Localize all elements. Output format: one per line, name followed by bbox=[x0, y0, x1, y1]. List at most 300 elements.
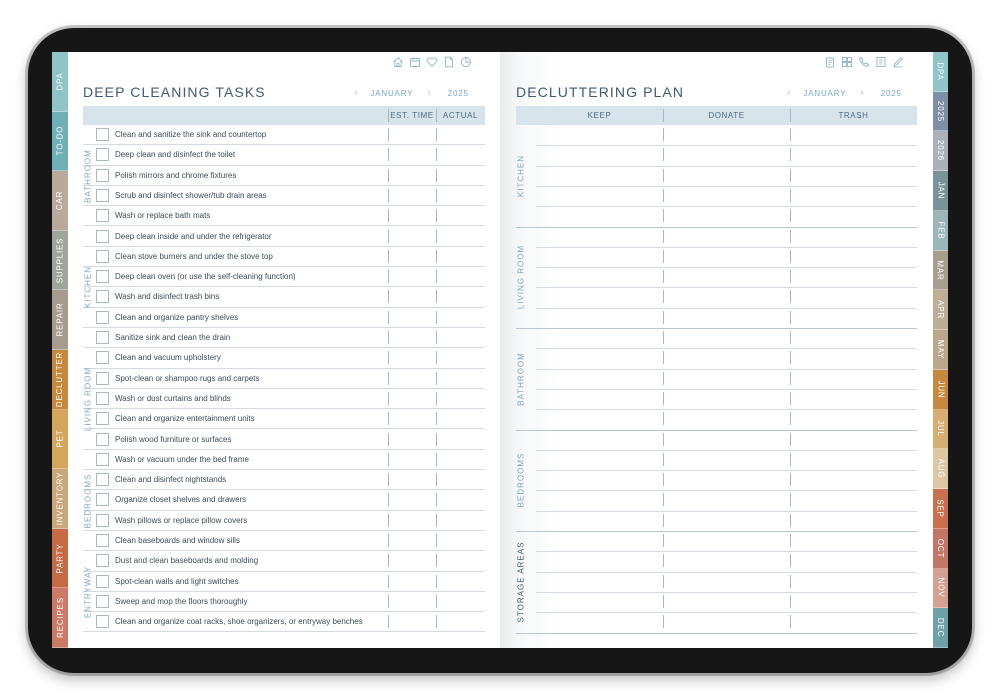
task-checkbox[interactable] bbox=[96, 169, 109, 182]
tab-apr[interactable] bbox=[933, 290, 948, 330]
column-divider bbox=[790, 615, 791, 628]
trash-cell[interactable] bbox=[790, 612, 917, 632]
trash-cell[interactable] bbox=[790, 389, 917, 409]
donate-cell[interactable] bbox=[663, 430, 790, 450]
keep-cell[interactable] bbox=[536, 348, 663, 368]
column-divider bbox=[388, 311, 389, 324]
trash-cell[interactable] bbox=[790, 247, 917, 267]
actual-cell[interactable] bbox=[437, 430, 485, 449]
column-divider bbox=[790, 189, 791, 202]
actual-cell[interactable] bbox=[437, 490, 485, 509]
header-divider bbox=[436, 109, 437, 122]
est-time-cell[interactable] bbox=[389, 531, 436, 550]
column-divider bbox=[388, 270, 389, 283]
column-divider bbox=[388, 534, 389, 547]
donate-cell[interactable] bbox=[663, 247, 790, 267]
est-time-cell[interactable] bbox=[389, 430, 436, 449]
tab-nov[interactable] bbox=[933, 569, 948, 609]
task-checkbox[interactable] bbox=[96, 433, 109, 446]
task-row bbox=[83, 247, 485, 267]
donate-cell[interactable] bbox=[663, 511, 790, 531]
actual-cell[interactable] bbox=[437, 328, 485, 347]
column-divider bbox=[663, 433, 664, 446]
column-divider bbox=[436, 534, 437, 547]
donate-cell[interactable] bbox=[663, 328, 790, 348]
task-row bbox=[83, 186, 485, 206]
est-time-cell[interactable] bbox=[389, 470, 436, 489]
section-label: ENTRYWAY bbox=[83, 565, 93, 619]
column-divider bbox=[790, 372, 791, 385]
year-label[interactable]: 2025 bbox=[447, 88, 469, 98]
column-divider bbox=[663, 575, 664, 588]
edit-icon[interactable] bbox=[892, 56, 904, 68]
donate-cell[interactable] bbox=[663, 592, 790, 612]
est-time-cell[interactable] bbox=[389, 348, 436, 367]
column-divider bbox=[436, 554, 437, 567]
actual-cell[interactable] bbox=[437, 531, 485, 550]
column-divider bbox=[436, 575, 437, 588]
donate-cell[interactable] bbox=[663, 206, 790, 226]
keep-cell[interactable] bbox=[536, 490, 663, 510]
tab-label: MAR bbox=[936, 259, 945, 281]
column-divider bbox=[790, 351, 791, 364]
est-time-cell[interactable] bbox=[389, 592, 436, 611]
actual-cell[interactable] bbox=[437, 389, 485, 408]
keep-cell[interactable] bbox=[536, 531, 663, 551]
column-divider bbox=[436, 473, 437, 486]
est-time-cell[interactable] bbox=[389, 389, 436, 408]
tab-label: 2026 bbox=[936, 140, 945, 162]
actual-cell[interactable] bbox=[437, 186, 485, 205]
column-divider bbox=[663, 230, 664, 243]
est-time-cell[interactable] bbox=[389, 145, 436, 164]
actual-cell[interactable] bbox=[437, 348, 485, 367]
tab-aug[interactable] bbox=[933, 449, 948, 489]
donate-cell[interactable] bbox=[663, 409, 790, 429]
est-time-cell[interactable] bbox=[389, 612, 436, 631]
tab-feb[interactable] bbox=[933, 211, 948, 251]
tab-pet[interactable] bbox=[52, 410, 68, 470]
task-row bbox=[83, 612, 485, 632]
donate-cell[interactable] bbox=[663, 186, 790, 206]
tab-party[interactable] bbox=[52, 529, 68, 589]
actual-cell[interactable] bbox=[437, 308, 485, 327]
year-label[interactable]: 2025 bbox=[880, 88, 902, 98]
actual-cell[interactable] bbox=[437, 409, 485, 428]
keep-cell[interactable] bbox=[536, 551, 663, 571]
est-time-cell[interactable] bbox=[389, 572, 436, 591]
donate-cell[interactable] bbox=[663, 369, 790, 389]
task-label: Dust and clean baseboards and molding bbox=[115, 556, 259, 566]
tab-to-do[interactable] bbox=[52, 112, 68, 172]
keep-cell[interactable] bbox=[536, 125, 663, 145]
next-month-button[interactable]: › bbox=[427, 87, 432, 99]
actual-cell[interactable] bbox=[437, 369, 485, 388]
tab-2026[interactable] bbox=[933, 131, 948, 171]
tab-label: PET bbox=[55, 429, 65, 448]
keep-cell[interactable] bbox=[536, 227, 663, 247]
trash-cell[interactable] bbox=[790, 227, 917, 247]
phone-icon[interactable] bbox=[858, 56, 870, 68]
task-checkbox[interactable] bbox=[96, 189, 109, 202]
column-divider bbox=[436, 270, 437, 283]
est-time-cell[interactable] bbox=[389, 125, 436, 144]
donate-cell[interactable] bbox=[663, 450, 790, 470]
column-divider bbox=[436, 433, 437, 446]
task-checkbox[interactable] bbox=[96, 250, 109, 263]
donate-cell[interactable] bbox=[663, 348, 790, 368]
tab-2025[interactable] bbox=[933, 92, 948, 132]
tab-dpa[interactable] bbox=[933, 52, 948, 92]
actual-cell[interactable] bbox=[437, 511, 485, 530]
tab-label: FEB bbox=[936, 221, 945, 240]
actual-cell[interactable] bbox=[437, 551, 485, 570]
est-time-cell[interactable] bbox=[389, 328, 436, 347]
task-label: Clean and organize pantry shelves bbox=[115, 312, 239, 322]
tab-recipes[interactable] bbox=[52, 588, 68, 648]
trash-header: TRASH bbox=[838, 111, 869, 120]
column-divider bbox=[436, 412, 437, 425]
task-row bbox=[83, 369, 485, 389]
task-row bbox=[83, 166, 485, 186]
actual-cell[interactable] bbox=[437, 125, 485, 144]
tab-dpa[interactable] bbox=[52, 52, 68, 112]
task-label: Spot-clean or shampoo rugs and carpets bbox=[115, 373, 260, 383]
donate-cell[interactable] bbox=[663, 551, 790, 571]
column-divider bbox=[388, 128, 389, 141]
trash-cell[interactable] bbox=[790, 470, 917, 490]
task-checkbox[interactable] bbox=[96, 148, 109, 161]
est-time-cell[interactable] bbox=[389, 511, 436, 530]
trash-cell[interactable] bbox=[790, 592, 917, 612]
column-divider bbox=[663, 128, 664, 141]
column-divider bbox=[388, 290, 389, 303]
actual-cell[interactable] bbox=[437, 145, 485, 164]
keep-cell[interactable] bbox=[536, 511, 663, 531]
trash-cell[interactable] bbox=[790, 531, 917, 551]
section-separator bbox=[516, 633, 917, 634]
tab-jan[interactable] bbox=[933, 171, 948, 211]
column-divider bbox=[388, 331, 389, 344]
column-divider bbox=[790, 290, 791, 303]
pie-chart-icon[interactable] bbox=[460, 56, 472, 68]
task-checkbox[interactable] bbox=[96, 311, 109, 324]
task-label: Wash or dust curtains and blinds bbox=[115, 393, 231, 403]
task-checkbox[interactable] bbox=[96, 372, 109, 385]
left-section-tabs bbox=[52, 52, 68, 648]
tab-supplies[interactable] bbox=[52, 231, 68, 291]
est-time-cell[interactable] bbox=[389, 308, 436, 327]
tab-may[interactable] bbox=[933, 330, 948, 370]
keep-cell[interactable] bbox=[536, 247, 663, 267]
keep-cell[interactable] bbox=[536, 166, 663, 186]
est-time-cell[interactable] bbox=[389, 287, 436, 306]
keep-cell[interactable] bbox=[536, 409, 663, 429]
task-row bbox=[83, 531, 485, 551]
keep-cell[interactable] bbox=[536, 389, 663, 409]
tab-repair[interactable] bbox=[52, 290, 68, 350]
task-checkbox[interactable] bbox=[96, 331, 109, 344]
keep-cell[interactable] bbox=[536, 612, 663, 632]
task-checkbox[interactable] bbox=[96, 514, 109, 527]
month-label[interactable]: JANUARY bbox=[370, 88, 414, 98]
column-divider bbox=[663, 493, 664, 506]
tab-oct[interactable] bbox=[933, 529, 948, 569]
keep-cell[interactable] bbox=[536, 287, 663, 307]
est-time-cell[interactable] bbox=[389, 369, 436, 388]
tab-declutter[interactable] bbox=[52, 350, 68, 410]
actual-header: ACTUAL bbox=[442, 111, 479, 120]
column-divider bbox=[790, 169, 791, 182]
task-row bbox=[83, 145, 485, 165]
actual-cell[interactable] bbox=[437, 247, 485, 266]
column-divider bbox=[388, 433, 389, 446]
column-divider bbox=[436, 209, 437, 222]
trash-cell[interactable] bbox=[790, 430, 917, 450]
est-time-cell[interactable] bbox=[389, 206, 436, 225]
header-divider bbox=[388, 109, 389, 122]
actual-cell[interactable] bbox=[437, 450, 485, 469]
est-time-cell[interactable] bbox=[389, 409, 436, 428]
task-row bbox=[83, 450, 485, 470]
task-row bbox=[83, 287, 485, 307]
trash-cell[interactable] bbox=[790, 409, 917, 429]
task-checkbox[interactable] bbox=[96, 534, 109, 547]
task-checkbox[interactable] bbox=[96, 595, 109, 608]
column-divider bbox=[790, 270, 791, 283]
column-divider bbox=[663, 250, 664, 263]
tab-dec[interactable] bbox=[933, 608, 948, 648]
document-icon[interactable] bbox=[443, 56, 455, 68]
heart-icon[interactable] bbox=[426, 56, 438, 68]
tab-label: OCT bbox=[936, 538, 946, 558]
donate-cell[interactable] bbox=[663, 227, 790, 247]
tab-label: DECLUTTER bbox=[55, 351, 65, 407]
tab-label: NOV bbox=[936, 578, 945, 598]
trash-cell[interactable] bbox=[790, 166, 917, 186]
task-row bbox=[83, 267, 485, 287]
est-time-cell[interactable] bbox=[389, 551, 436, 570]
donate-cell[interactable] bbox=[663, 389, 790, 409]
keep-cell[interactable] bbox=[536, 145, 663, 165]
task-checkbox[interactable] bbox=[96, 392, 109, 405]
declutter-table-header bbox=[516, 106, 917, 125]
keep-cell[interactable] bbox=[536, 450, 663, 470]
task-checkbox[interactable] bbox=[96, 615, 109, 628]
task-checkbox[interactable] bbox=[96, 575, 109, 588]
column-divider bbox=[436, 615, 437, 628]
prev-month-button[interactable]: ‹ bbox=[354, 87, 359, 99]
trash-cell[interactable] bbox=[790, 328, 917, 348]
donate-cell[interactable] bbox=[663, 531, 790, 551]
grid-icon[interactable] bbox=[841, 56, 853, 68]
donate-cell[interactable] bbox=[663, 612, 790, 632]
task-row bbox=[83, 348, 485, 368]
column-divider bbox=[663, 514, 664, 527]
tab-label: INVENTORY bbox=[55, 471, 65, 526]
tab-inventory[interactable] bbox=[52, 469, 68, 529]
task-label: Clean and organize coat racks, shoe organizers, or entryway benches bbox=[115, 617, 363, 627]
tab-label: SEP bbox=[936, 499, 946, 518]
task-checkbox[interactable] bbox=[96, 351, 109, 364]
trash-cell[interactable] bbox=[790, 572, 917, 592]
column-divider bbox=[663, 372, 664, 385]
donate-cell[interactable] bbox=[663, 572, 790, 592]
task-label: Wash or vacuum under the bed frame bbox=[115, 454, 249, 464]
est-time-cell[interactable] bbox=[389, 490, 436, 509]
trash-cell[interactable] bbox=[790, 348, 917, 368]
column-divider bbox=[790, 575, 791, 588]
trash-cell[interactable] bbox=[790, 450, 917, 470]
donate-cell[interactable] bbox=[663, 267, 790, 287]
column-divider bbox=[663, 453, 664, 466]
keep-cell[interactable] bbox=[536, 308, 663, 328]
donate-cell[interactable] bbox=[663, 308, 790, 328]
column-divider bbox=[663, 473, 664, 486]
task-label: Polish wood furniture or surfaces bbox=[115, 434, 232, 444]
actual-cell[interactable] bbox=[437, 470, 485, 489]
task-checkbox[interactable] bbox=[96, 209, 109, 222]
actual-cell[interactable] bbox=[437, 572, 485, 591]
est-time-cell[interactable] bbox=[389, 227, 436, 246]
column-divider bbox=[663, 412, 664, 425]
column-divider bbox=[790, 433, 791, 446]
donate-cell[interactable] bbox=[663, 470, 790, 490]
est-time-cell[interactable] bbox=[389, 267, 436, 286]
task-checkbox[interactable] bbox=[96, 128, 109, 141]
trash-cell[interactable] bbox=[790, 490, 917, 510]
task-checkbox[interactable] bbox=[96, 473, 109, 486]
column-divider bbox=[388, 392, 389, 405]
task-row bbox=[83, 227, 485, 247]
section-label: BATHROOM bbox=[516, 351, 526, 406]
prev-month-button[interactable]: ‹ bbox=[787, 87, 792, 99]
est-time-header: EST. TIME bbox=[390, 111, 434, 120]
donate-cell[interactable] bbox=[663, 490, 790, 510]
column-divider bbox=[790, 331, 791, 344]
column-divider bbox=[790, 250, 791, 263]
actual-cell[interactable] bbox=[437, 612, 485, 631]
column-divider bbox=[388, 615, 389, 628]
column-divider bbox=[388, 493, 389, 506]
keep-cell[interactable] bbox=[536, 369, 663, 389]
column-divider bbox=[388, 250, 389, 263]
actual-cell[interactable] bbox=[437, 166, 485, 185]
keep-cell[interactable] bbox=[536, 186, 663, 206]
task-checkbox[interactable] bbox=[96, 270, 109, 283]
task-label: Clean stove burners and under the stove top bbox=[115, 251, 273, 261]
column-divider bbox=[436, 595, 437, 608]
column-divider bbox=[790, 392, 791, 405]
task-label: Clean and disinfect nightstands bbox=[115, 475, 227, 485]
task-label: Spot-clean walls and light switches bbox=[115, 576, 239, 586]
task-checkbox[interactable] bbox=[96, 493, 109, 506]
column-divider bbox=[388, 412, 389, 425]
task-checkbox[interactable] bbox=[96, 230, 109, 243]
tab-car[interactable] bbox=[52, 171, 68, 231]
actual-cell[interactable] bbox=[437, 227, 485, 246]
task-row bbox=[83, 470, 485, 490]
trash-cell[interactable] bbox=[790, 125, 917, 145]
donate-cell[interactable] bbox=[663, 125, 790, 145]
section-label: BEDROOMS bbox=[516, 452, 526, 508]
clipboard-icon[interactable] bbox=[824, 56, 836, 68]
month-year-nav bbox=[787, 87, 902, 99]
month-label[interactable]: JANUARY bbox=[803, 88, 847, 98]
keep-cell[interactable] bbox=[536, 592, 663, 612]
actual-cell[interactable] bbox=[437, 206, 485, 225]
trash-cell[interactable] bbox=[790, 145, 917, 165]
est-time-cell[interactable] bbox=[389, 450, 436, 469]
tab-jun[interactable] bbox=[933, 370, 948, 410]
tab-sep[interactable] bbox=[933, 489, 948, 529]
tab-label: DPA bbox=[936, 62, 946, 81]
tab-jul[interactable] bbox=[933, 410, 948, 450]
keep-cell[interactable] bbox=[536, 328, 663, 348]
column-divider bbox=[388, 169, 389, 182]
trash-cell[interactable] bbox=[790, 267, 917, 287]
tab-label: SUPPLIES bbox=[55, 237, 65, 283]
column-divider bbox=[388, 554, 389, 567]
keep-header: KEEP bbox=[587, 111, 612, 120]
next-month-button[interactable]: › bbox=[860, 87, 865, 99]
trash-cell[interactable] bbox=[790, 308, 917, 328]
keep-cell[interactable] bbox=[536, 206, 663, 226]
actual-cell[interactable] bbox=[437, 592, 485, 611]
column-divider bbox=[790, 473, 791, 486]
right-page-nav-icons bbox=[824, 56, 904, 68]
section-label: BATHROOM bbox=[83, 148, 93, 203]
column-divider bbox=[663, 392, 664, 405]
tab-label: 2025 bbox=[936, 100, 945, 122]
task-checkbox[interactable] bbox=[96, 453, 109, 466]
actual-cell[interactable] bbox=[437, 287, 485, 306]
trash-cell[interactable] bbox=[790, 186, 917, 206]
keep-cell[interactable] bbox=[536, 470, 663, 490]
trash-cell[interactable] bbox=[790, 511, 917, 531]
trash-cell[interactable] bbox=[790, 551, 917, 571]
est-time-cell[interactable] bbox=[389, 166, 436, 185]
est-time-cell[interactable] bbox=[389, 186, 436, 205]
task-checkbox[interactable] bbox=[96, 554, 109, 567]
tab-label: PARTY bbox=[55, 543, 65, 574]
declutter-grid bbox=[516, 125, 917, 633]
est-time-cell[interactable] bbox=[389, 247, 436, 266]
task-label: Deep clean and disinfect the toilet bbox=[115, 150, 236, 160]
keep-cell[interactable] bbox=[536, 430, 663, 450]
column-divider bbox=[436, 169, 437, 182]
keep-cell[interactable] bbox=[536, 267, 663, 287]
trash-cell[interactable] bbox=[790, 287, 917, 307]
task-checkbox[interactable] bbox=[96, 290, 109, 303]
column-divider bbox=[790, 230, 791, 243]
trash-cell[interactable] bbox=[790, 206, 917, 226]
keep-cell[interactable] bbox=[536, 572, 663, 592]
donate-cell[interactable] bbox=[663, 166, 790, 186]
donate-cell[interactable] bbox=[663, 287, 790, 307]
task-table-header bbox=[83, 106, 485, 125]
actual-cell[interactable] bbox=[437, 267, 485, 286]
tab-label: JAN bbox=[936, 181, 946, 200]
home-icon[interactable] bbox=[392, 56, 404, 68]
donate-cell[interactable] bbox=[663, 145, 790, 165]
task-label: Deep clean oven (or use the self-cleaning function) bbox=[115, 272, 296, 282]
trash-cell[interactable] bbox=[790, 369, 917, 389]
task-checkbox[interactable] bbox=[96, 412, 109, 425]
calendar-icon[interactable] bbox=[409, 56, 421, 68]
tab-mar[interactable] bbox=[933, 251, 948, 291]
notes-icon[interactable] bbox=[875, 56, 887, 68]
